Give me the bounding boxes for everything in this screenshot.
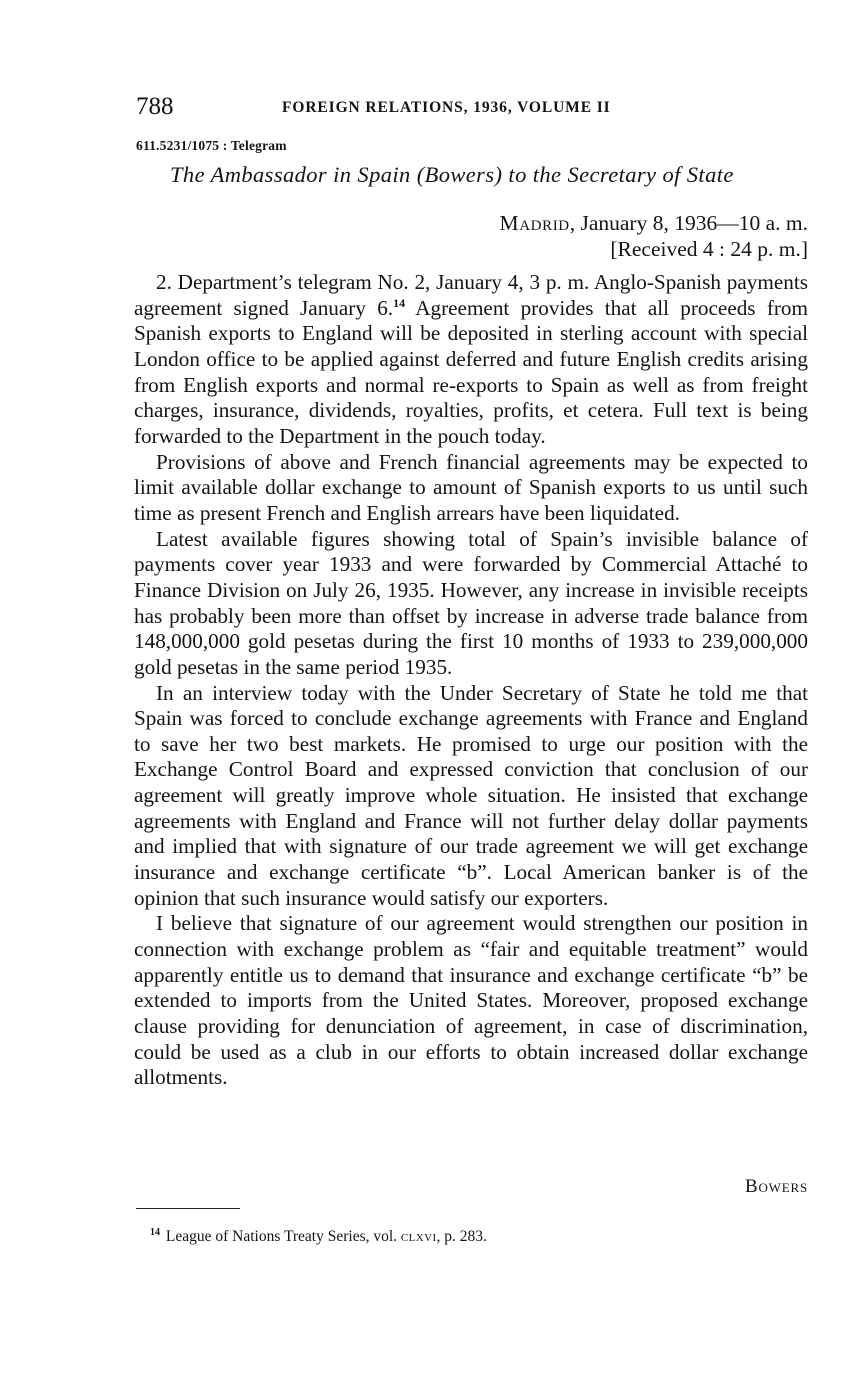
paragraph-4: In an interview today with the Under Secretary of State he told me that Spain was forced to conclude exchange agreements with France and England to save her two best markets. He promised to urge our position with the Exchange Control Board and expressed conviction that conclusion of our agreement will greatly improve whole situation. He insisted that exchange agreements with England and France will not further delay dollar payments and implied that with signature of our trade agreement we will get exchange insurance and exchange certificate “b”. Local American banker is of the opinion that such insurance would satisfy our exporters. <box>134 680 808 910</box>
file-reference: 611.5231/1075 : Telegram <box>136 138 287 153</box>
dateline <box>500 210 808 262</box>
footnote-divider <box>136 1208 240 1209</box>
paragraph-2: Provisions of above and French financial agreements may be expected to limit available dollar exchange to amount of Spanish exports to us until such time as present French and English arrears have been liquidated. <box>134 449 808 525</box>
paragraph-1-text-b: Agreement provides that all proceeds from Spanish exports to England will be deposited in sterling account with special London office to be applied against deferred and future English credits arising from English exports and normal re-exports to Spain as well as from freight charges, insurance, dividends, royalties, profits, et cetera. Full text is being forwarded to the Department in the pouch today. <box>134 295 808 448</box>
footnote-text-a: League of Nations Treaty Series, vol. <box>162 1228 401 1245</box>
paragraph-3: Latest available figures showing total of Spain’s invisible balance of payments cover year 1933 and were forwarded by Commercial Attaché to Finance Division on July 26, 1935. However, any increase in invisible receipts has probably been more than offset by increase in adverse trade balance from 148,000,000 gold pesetas during the first 10 months of 1933 to 239,000,000 gold pesetas in the same period 1935. <box>134 526 808 679</box>
page-number: 788 <box>136 93 174 120</box>
dateline-date-time: , January 8, 1936—10 a. m. <box>569 211 808 235</box>
telegram-body <box>134 270 808 1091</box>
paragraph-5: I believe that signature of our agreement would strengthen our position in connection with exchange problem as “fair and equitable treatment” would apparently entitle us to demand that insurance and exchange certificate “b” be extended to imports from the United States. Moreover, proposed exchange clause providing for denunciation of agreement, in case of discrimination, could be used as a club in our efforts to obtain increased dollar exchange allotments. <box>134 911 808 1090</box>
page-header <box>136 92 808 122</box>
footnote-volume: clxvi <box>400 1228 437 1245</box>
paragraph-1 <box>134 270 808 450</box>
signature: Bowers <box>745 1176 808 1197</box>
dateline-place: Madrid <box>499 211 570 235</box>
footnote-marker: 14 <box>150 1227 160 1238</box>
document-title: The Ambassador in Spain (Bowers) to the Secretary of State <box>170 162 734 187</box>
running-title: FOREIGN RELATIONS, 1936, VOLUME II <box>282 99 611 116</box>
footnote <box>150 1222 487 1248</box>
paragraph-1-text-a: 2. Department’s telegram No. 2, January 4, 3 p. m. Anglo-Spanish payments agreement signed January 6. <box>134 270 808 320</box>
dateline-received: [Received 4 : 24 p. m.] <box>610 237 808 261</box>
footnote-reference: 14 <box>393 295 406 310</box>
dateline-sent <box>500 210 808 236</box>
footnote-text-b: , p. 283. <box>436 1228 487 1245</box>
